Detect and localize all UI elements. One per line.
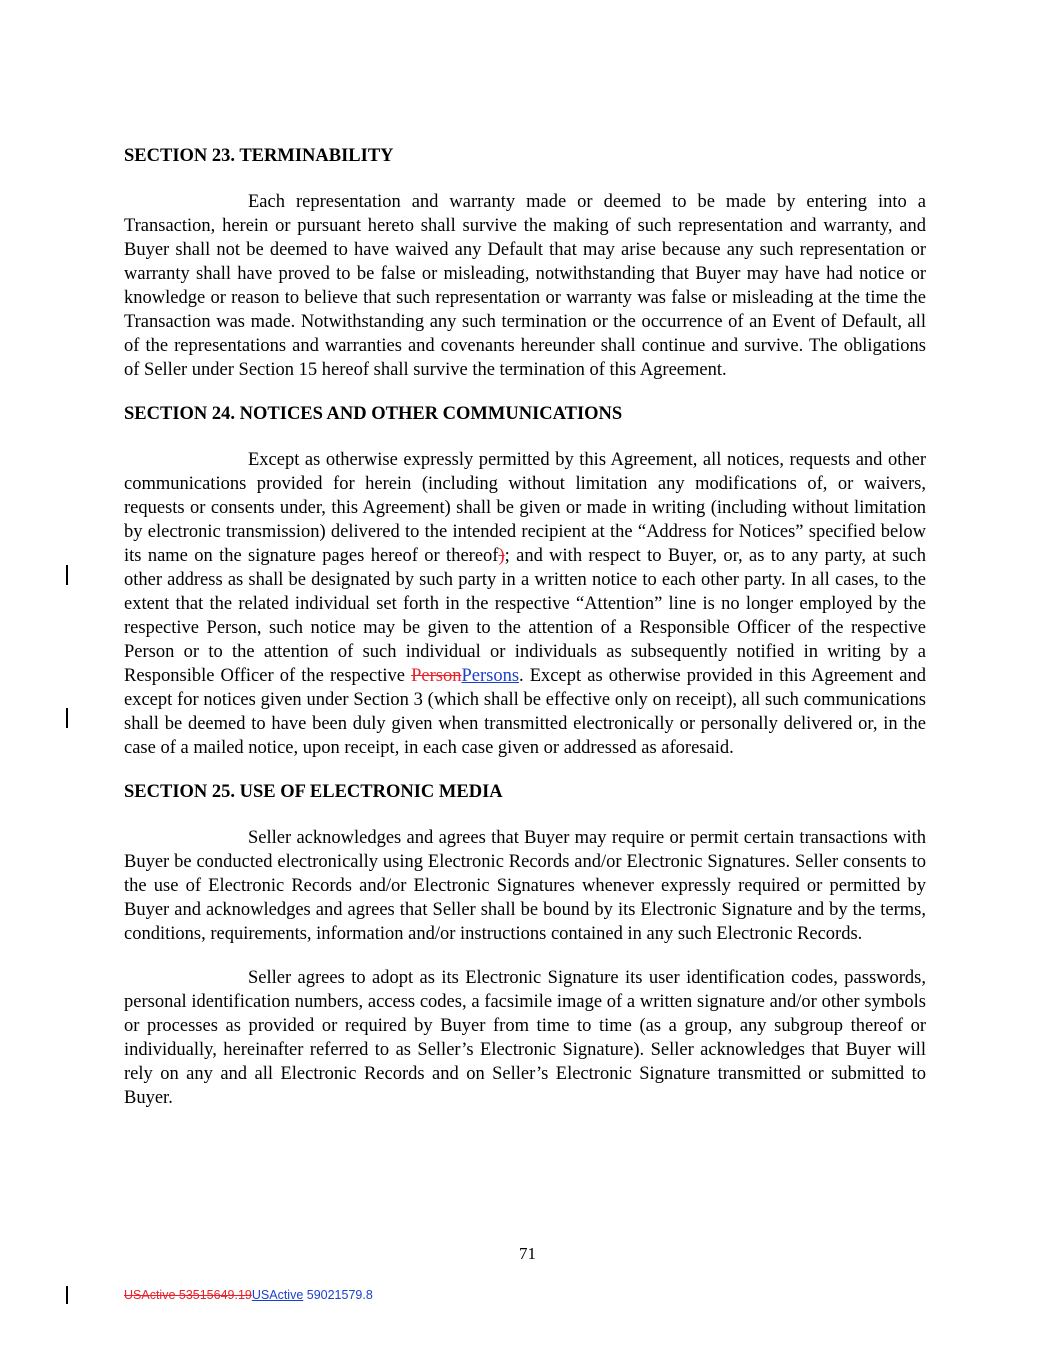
paragraph: [124, 448, 926, 760]
deleted-text: Person: [411, 666, 462, 686]
page-number: 71: [519, 1244, 536, 1263]
section-heading: SECTION 23. TERMINABILITY: [124, 146, 394, 166]
change-bar: [66, 1286, 68, 1304]
inserted-doc-id: USActive: [251, 1288, 304, 1302]
text-run: . Except as otherwise provided in this Agreement and except for notices given under Section 3 (which shall be effective only on receipt), all such communications shall be deemed to have been duly given when transmitted electronically or personally delivered or, in the case of a mailed notice, upon receipt, in each case given or addressed as aforesaid.: [124, 666, 926, 758]
paragraph: Each representation and warranty made or deemed to be made by entering into a Transaction, herein or pursuant hereto shall survive the making of such representation and warranty, and Buyer shall not be deemed to have waived any Default that may arise because any such representation or warranty shall have proved to be false or misleading, notwithstanding that Buyer may have had notice or knowledge or reason to believe that such representation or warranty was false or misleading at the time the Transaction was made. Notwithstanding any such termination or the occurrence of an Event of Default, all of the representations and warranties and covenants hereunder shall continue and survive. The obligations of Seller under Section 15 hereof shall survive the termination of this Agreement.: [124, 192, 926, 380]
deleted-text: ): [498, 546, 505, 566]
doc-id-number: 59021579.8: [303, 1288, 373, 1302]
text-run: ; and with respect to Buyer, or, as to any party, at such other address as shall be designated by such party in a written notice to each other party. In all cases, to the extent that the related individual set forth in the respective “Attention” line is no longer employed by the respective Person, such notice may be given to the attention of a Responsible Officer of the respective Person or to the attention of such individual or individuals as subsequently notified in writing by a Responsible Officer of the respective: [124, 546, 926, 686]
paragraph: Seller agrees to adopt as its Electronic Signature its user identification codes, passwords, personal identification numbers, access codes, a facsimile image of a written signature and/or other symbols or processes as provided or required by Buyer from time to time (as a group, any subgroup thereof or individually, hereinafter referred to as Seller’s Electronic Signature). Seller acknowledges that Buyer will rely on any and all Electronic Records and on Seller’s Electronic Signature transmitted or submitted to Buyer.: [124, 968, 926, 1108]
paragraph: Seller acknowledges and agrees that Buyer may require or permit certain transactions with Buyer be conducted electronically using Electronic Records and/or Electronic Signatures. Seller consents to the use of Electronic Records and/or Electronic Signatures whenever expressly required or permitted by Buyer and acknowledges and agrees that Seller shall be bound by its Electronic Signature and by the terms, conditions, requirements, information and/or instructions contained in any such Electronic Records.: [124, 828, 926, 944]
change-bar: [66, 708, 68, 728]
document-footer: [124, 1288, 373, 1302]
section-heading: SECTION 24. NOTICES AND OTHER COMMUNICATIONS: [124, 404, 623, 424]
deleted-doc-id: USActive 53515649.19: [124, 1288, 252, 1302]
text-run: Except as otherwise expressly permitted by this Agreement, all notices, requests and other communications provided for herein (including without limitation any modifications of, or waivers, requests or consents under, this Agreement) shall be given or made in writing (including without limitation by electronic transmission) delivered to the intended recipient at the “Address for Notices” specified below its name on the signature pages hereof or thereof: [124, 450, 926, 566]
inserted-text: Persons: [461, 666, 520, 686]
document-page: [124, 144, 926, 1130]
change-bar: [66, 565, 68, 585]
section-heading: SECTION 25. USE OF ELECTRONIC MEDIA: [124, 782, 503, 802]
